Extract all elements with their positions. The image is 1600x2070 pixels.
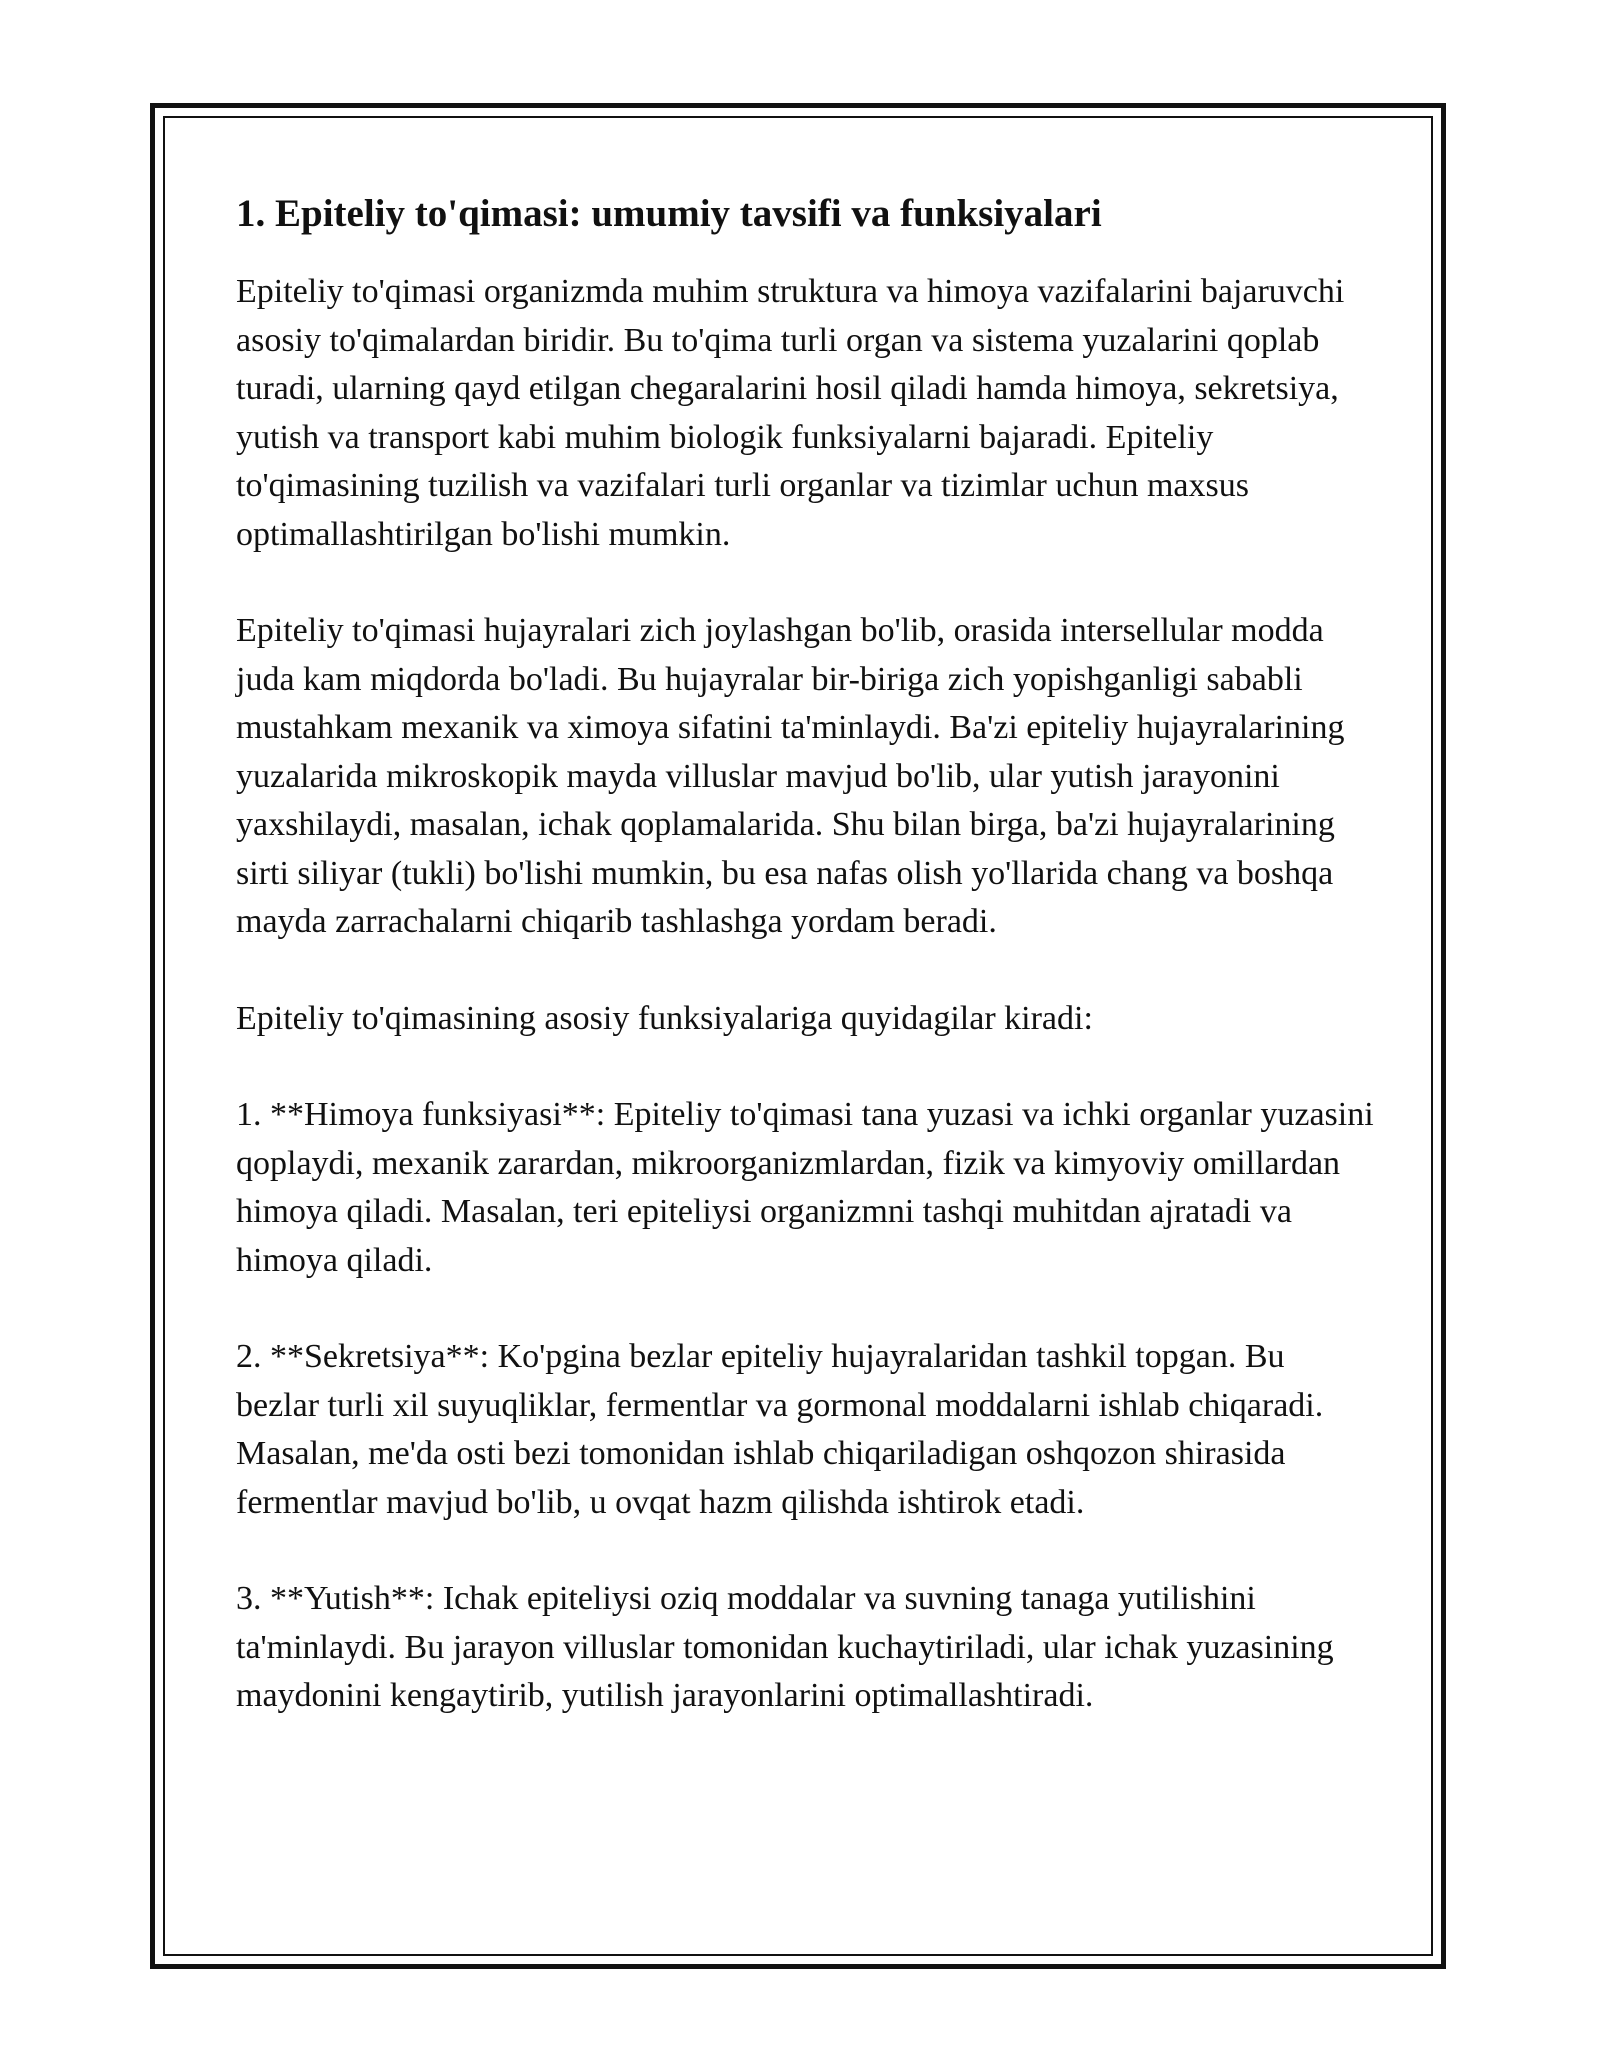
section-heading: 1. Epiteliy to'qimasi: umumiy tavsifi va funksiyalari: [236, 192, 1102, 235]
list-item-protection: 1. **Himoya funksiyasi**: Epiteliy to'qimasi tana yuzasi va ichki organlar yuzasini qoplaydi, mexanik zarardan, mikroorganizmlardan, fizik va kimyoviy omillardan himoya qiladi. Masalan, teri epiteliysi organizmni tashqi muhitdan ajratadi va himoya qiladi.: [236, 1096, 1374, 1279]
document-body: [236, 186, 1376, 1721]
paragraph-intro: Epiteliy to'qimasi organizmda muhim struktura va himoya vazifalarini bajaruvchi asosiy to'qimalardan biridir. Bu to'qima turli organ va sistema yuzalarini qoplab turadi, ularning qayd etilgan chegaralarini hosil qiladi hamda himoya, sekretsiya, yutish va transport kabi muhim biologik funksiyalarni bajaradi. Epiteliy to'qimasining tuzilish va vazifalari turli organlar va tizimlar uchun maxsus optimallashtirilgan bo'lishi mumkin.: [236, 273, 1345, 553]
list-item-secretion: 2. **Sekretsiya**: Ko'pgina bezlar epiteliy hujayralaridan tashkil topgan. Bu bezlar turli xil suyuqliklar, fermentlar va gormonal moddalarni ishlab chiqaradi. Masalan, me'da osti bezi tomonidan ishlab chiqariladigan oshqozon shirasida fermentlar mavjud bo'lib, u ovqat hazm qilishda ishtirok etadi.: [236, 1338, 1324, 1521]
paragraph-cells: Epiteliy to'qimasi hujayralari zich joylashgan bo'lib, orasida intersellular modda juda kam miqdorda bo'ladi. Bu hujayralar bir-biriga zich yopishganligi sababli mustahkam mexanik va ximoya sifatini ta'minlaydi. Ba'zi epiteliy hujayralarining yuzalarida mikroskopik mayda villuslar mavjud bo'lib, ular yutish jarayonini yaxshilaydi, masalan, ichak qoplamalarida. Shu bilan birga, ba'zi hujayralarining sirti siliyar (tukli) bo'lishi mumkin, bu esa nafas olish yo'llarida chang va boshqa mayda zarrachalarni chiqarib tashlashga yordam beradi.: [236, 612, 1345, 940]
paragraph-functions-lead: Epiteliy to'qimasining asosiy funksiyalariga quyidagilar kiradi:: [236, 999, 1093, 1037]
list-item-absorption: 3. **Yutish**: Ichak epiteliysi oziq moddalar va suvning tanaga yutilishini ta'minlaydi. Bu jarayon villuslar tomonidan kuchaytiriladi, ular ichak yuzasining maydonini kengaytirib, yutilish jarayonlarini optimallashtiradi.: [236, 1580, 1334, 1714]
